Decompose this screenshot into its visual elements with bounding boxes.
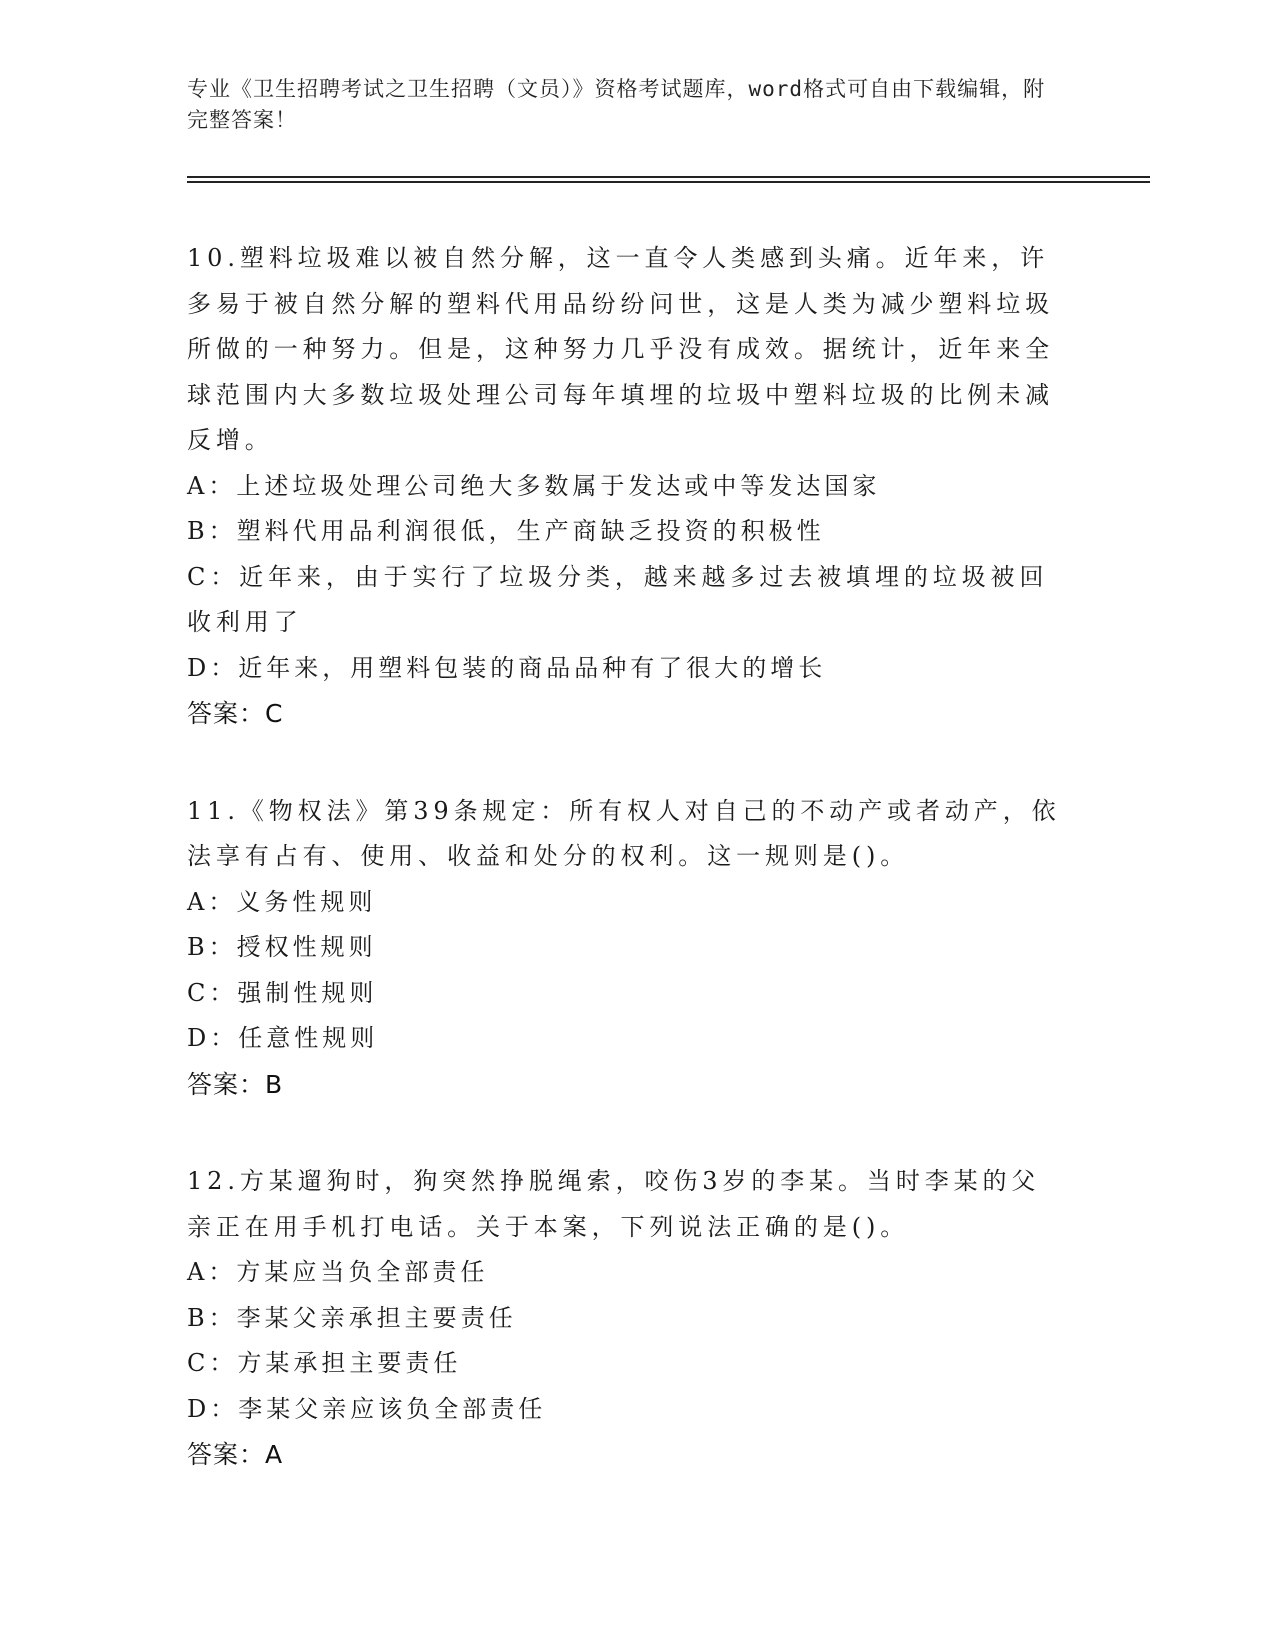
answer-label: 答案：A [187, 1440, 284, 1469]
option-b: B：李某父亲承担主要责任 [187, 1303, 517, 1332]
header-divider-top [187, 176, 1150, 178]
option-a: A：义务性规则 [187, 887, 377, 916]
option-d: D：任意性规则 [187, 1024, 379, 1052]
option-c: C：强制性规则 [187, 978, 378, 1007]
option-c: C：近年来，由于实行了垃圾分类，越来越多过去被填埋的垃圾被回收利用了 [187, 562, 1049, 636]
question-12 [187, 1159, 1087, 1478]
question-11 [187, 789, 1087, 1108]
option-d: D：李某父亲应该负全部责任 [187, 1394, 547, 1423]
answer-label: 答案：B [187, 1069, 284, 1099]
option-b: B：塑料代用品利润很低，生产商缺乏投资的积极性 [187, 517, 825, 545]
question-stem: 11.《物权法》第39条规定：所有权人对自己的不动产或者动产，依法享有占有、使用、收益和处分的权利。这一规则是()。 [187, 796, 1061, 870]
header-divider-bottom [187, 181, 1150, 183]
option-d: D：近年来，用塑料包装的商品品种有了很大的增长 [187, 653, 827, 682]
option-a: A：上述垃圾处理公司绝大多数属于发达或中等发达国家 [187, 471, 881, 500]
answer-label: 答案：C [187, 699, 284, 728]
option-b: B：授权性规则 [187, 933, 377, 961]
question-list [187, 236, 1087, 1530]
question-stem: 12.方某遛狗时，狗突然挣脱绳索，咬伤3岁的李某。当时李某的父亲正在用手机打电话。关于本案，下列说法正确的是()。 [187, 1167, 1041, 1241]
option-c: C：方某承担主要责任 [187, 1349, 462, 1377]
question-stem: 10.塑料垃圾难以被自然分解，这一直令人类感到头痛。近年来，许多易于被自然分解的塑料代用品纷纷问世，这是人类为减少塑料垃圾所做的一种努力。但是，这种努力几乎没有成效。据统计，近年来全球范围内大多数垃圾处理公司每年填埋的垃圾中塑料垃圾的比例未减反增。 [187, 244, 1054, 454]
option-a: A：方某应当负全部责任 [187, 1258, 489, 1286]
question-10 [187, 236, 1087, 737]
document-intro-text: 专业《卫生招聘考试之卫生招聘（文员）》资格考试题库，word格式可自由下载编辑，附完整答案！ [187, 77, 1046, 132]
